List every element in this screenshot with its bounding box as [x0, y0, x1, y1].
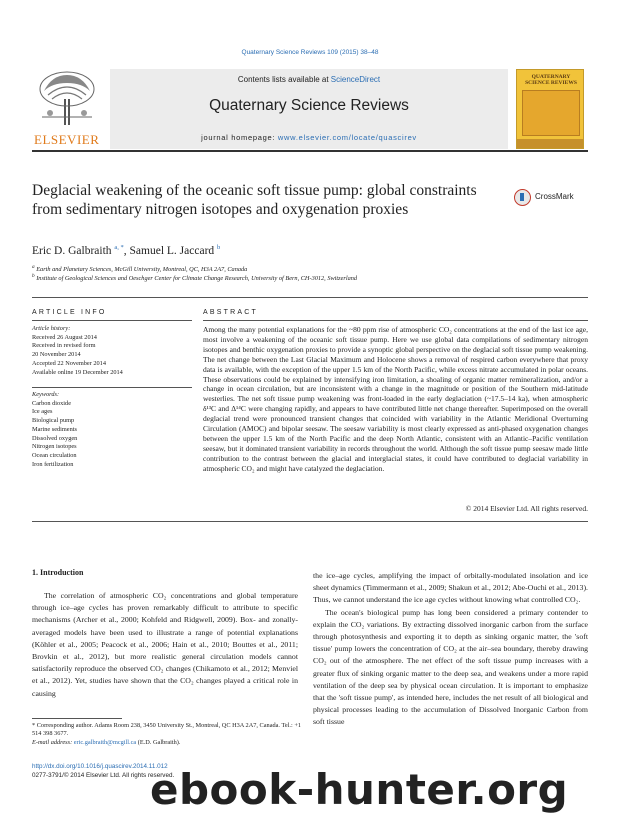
crossmark-button[interactable] — [514, 189, 594, 205]
article-info-heading: ARTICLE INFO — [32, 309, 107, 316]
abstract-copyright: © 2014 Elsevier Ltd. All rights reserved. — [465, 504, 588, 513]
affiliation — [32, 264, 247, 273]
section-heading-introduction: 1. Introduction — [32, 568, 84, 577]
email-note — [32, 739, 302, 747]
cover-band — [517, 139, 583, 148]
header-rule — [32, 150, 588, 152]
watermark-text: ebook-hunter.org — [150, 765, 569, 814]
journal-header — [32, 69, 588, 149]
author-list: Eric D. Galbraith $^{a, *}$, Samuel L. Jaccard $^b$ — [32, 244, 221, 257]
keyword: Ocean circulation — [32, 451, 77, 459]
body-paragraph: The ocean's biological pump has long been considered a primary contender to explain the CO₂ variations. By extracting dissolved inorganic carbon from the surface through photosynthesis and exporting it to depth as sinking organic matter, the 'soft tissue' pump lowers the concentration of CO₂ at the air–sea boundary, thereby drawing CO₂ out of the atmosphere. The net effect of the soft tissue pump increases with a greater flux of sinking organic matter to the deep sea, and weakens under a more rapid ventilation of the deep sea by physical ocean circulation. It is important to emphasize that the 'soft tissue pump', as intended here, includes the net result of all biological and physical processes leading to the accumulation of Dissolved Inorganic Carbon from soft tissue — [313, 607, 588, 727]
article-history — [32, 325, 123, 377]
journal-citation[interactable]: Quaternary Science Reviews 109 (2015) 38–48 — [241, 49, 379, 56]
homepage-link[interactable]: www.elsevier.com/locate/quascirev — [277, 133, 417, 142]
keywords-label: Keywords: — [32, 391, 60, 398]
issn-copyright: 0277-3791/© 2014 Elsevier Ltd. All rights reserved. — [32, 772, 175, 779]
history-item: Received in revised form — [32, 342, 96, 350]
affiliation-sup: a — [32, 264, 35, 270]
contents-line — [110, 75, 508, 84]
affiliation-sup: b — [32, 273, 35, 279]
journal-name: Quaternary Science Reviews — [209, 97, 409, 114]
email-suffix: (E.D. Galbraith). — [136, 739, 181, 746]
keyword: Dissolved oxygen — [32, 434, 78, 442]
keyword: Iron fertilization — [32, 460, 74, 468]
author-affiliation-link[interactable]: b — [217, 244, 221, 251]
keyword: Marine sediments — [32, 425, 77, 433]
history-item: Accepted 22 November 2014 — [32, 359, 106, 367]
keyword: Biological pump — [32, 417, 75, 425]
abstract-rule — [203, 320, 588, 321]
affiliation — [32, 273, 357, 282]
body-column-right — [313, 570, 588, 729]
affiliation-text: Earth and Planetary Sciences, McGill University, Montreal, QC, H3A 2A7, Canada — [36, 266, 248, 274]
journal-cover-image — [516, 69, 584, 149]
keyword: Carbon dioxide — [32, 399, 71, 407]
homepage-prefix: journal homepage: — [201, 133, 278, 142]
history-item: Received 26 August 2014 — [32, 333, 97, 341]
journal-banner — [110, 69, 508, 149]
author-affiliation-link[interactable]: a, * — [114, 244, 124, 251]
article-title: Deglacial weakening of the oceanic soft tissue pump: global constraints from sedimentary nitrogen isotopes and oxygenation proxies — [32, 182, 477, 218]
footnote-rule — [32, 718, 122, 719]
section-rule — [32, 297, 588, 298]
abstract-end-rule — [32, 521, 588, 522]
email-link[interactable]: eric.galbraith@mcgill.ca — [73, 739, 137, 746]
history-item: 20 November 2014 — [32, 351, 81, 359]
author-name: Eric D. Galbraith — [32, 244, 112, 257]
affiliation-text: Institute of Geological Sciences and Oeschger Center for Climate Change Research, University of Bern, CH-3012, Switzerland — [36, 275, 358, 283]
keyword: Ice ages — [32, 408, 53, 416]
corresponding-author-note: * Corresponding author. Adams Room 238, 3450 University St., Montreal, QC H3A 2A7, Canada. Tel.: +1 514 398 3677. — [32, 722, 302, 738]
info-rule — [32, 320, 192, 321]
keywords-rule — [32, 387, 192, 388]
cover-title: QUATERNARY SCIENCE REVIEWS — [525, 74, 577, 87]
keyword: Nitrogen isotopes — [32, 443, 77, 451]
contents-prefix: Contents lists available at — [237, 75, 331, 84]
body-column-left: The correlation of atmospheric CO₂ concentrations and global temperature through ice–age cycles has proven remarkably difficult to attribute to specific mechanisms (Archer et al., 2000; Kohfeld and Ridgwell, 2009). Box- and zonally-averaged models have been used to illustrate a range of potential explanations (Köhler et al., 2005; Peacock et al., 2006; Hain et al., 2010; Bouttes et al., 2011; Brovkin et al., 2012), but more realistic general circulation models cannot satisfactorily reproduce the observed CO₂ changes (Chikamoto et al., 2012; Menviel et al., 2012). Yet, studies have shown that the CO₂ changes played a critical role in causing — [32, 591, 298, 698]
crossmark-icon — [514, 189, 531, 206]
abstract-heading: ABSTRACT — [203, 309, 258, 316]
elsevier-tree-icon — [32, 69, 102, 127]
sciencedirect-link[interactable]: ScienceDirect — [330, 75, 381, 84]
abstract-text: Among the many potential explanations for the ~80 ppm rise of atmospheric CO₂ concentrations at the end of the last ice age, most involve a weakening of the oceanic soft tissue pump. Here we use global data compilations of sedimentary nitrogen isotopes and benthic oxygenation proxies to provide a synoptic global perspective on the deglacial soft tissue pump weakening. The net change between the Last Glacial Maximum and Holocene shows a removal of respired carbon everywhere that proxy data is available, with the exception of the upper 1.5 km of the North Pacific, while excess nitrate accumulated in polar oceans. These observations could be explained by intensifying iron limitation, a shoaling of organic matter remineralization, and/or a change in ocean circulation, but are inconsistent with a change in the magnitude or position of the Southern mid-latitude westerlies. The net soft tissue pump weakening was front-loaded in the early deglaciation (~17.5–14 ka), when atmospheric δ¹³C and Δ¹⁴C were changing rapidly, and appears to have contributed little net change thereafter. Superimposed on the overall deglacial trend were pronounced transient changes that coincided with variability in the Atlantic Meridional Overturning Circulation (AMOC) and bipolar seesaw. The seesaw variability is most clearly expressed as anti-phased oxygenation changes between the upper 1.5 km of the North Pacific and the deep North Atlantic, consistent with an Atlantic–Pacific ventilation seesaw, but it dominated transient variability in records throughout the world. Although the soft tissue pump seesaw made little contribution to the contrast between the glacial and interglacial states, it could have contributed to deglacial variability in atmospheric CO₂ and might have catalyzed the deglaciation. — [203, 325, 588, 473]
email-label: E-mail address: — [32, 739, 74, 746]
doi-link[interactable]: http://dx.doi.org/10.1016/j.quascirev.2014.11.012 — [32, 763, 168, 770]
body-paragraph: the ice–age cycles, amplifying the impact of orbitally-modulated insolation and ice sheet dynamics (Timmermann et al., 2009; Shakun et al., 2012; Abe-Ouchi et al., 2013). Thus, we cannot understand the ice age cycles without knowing what controlled CO₂. — [313, 571, 588, 605]
keywords-list — [32, 391, 77, 469]
history-item: Available online 19 December 2014 — [32, 368, 123, 376]
crossmark-label: CrossMark — [535, 192, 574, 201]
cover-artwork — [522, 90, 580, 136]
homepage-line — [110, 133, 508, 142]
author-name: Samuel L. Jaccard — [129, 244, 215, 257]
history-label: Article history: — [32, 325, 71, 332]
elsevier-logo — [32, 69, 102, 149]
elsevier-wordmark: ELSEVIER — [34, 132, 100, 147]
